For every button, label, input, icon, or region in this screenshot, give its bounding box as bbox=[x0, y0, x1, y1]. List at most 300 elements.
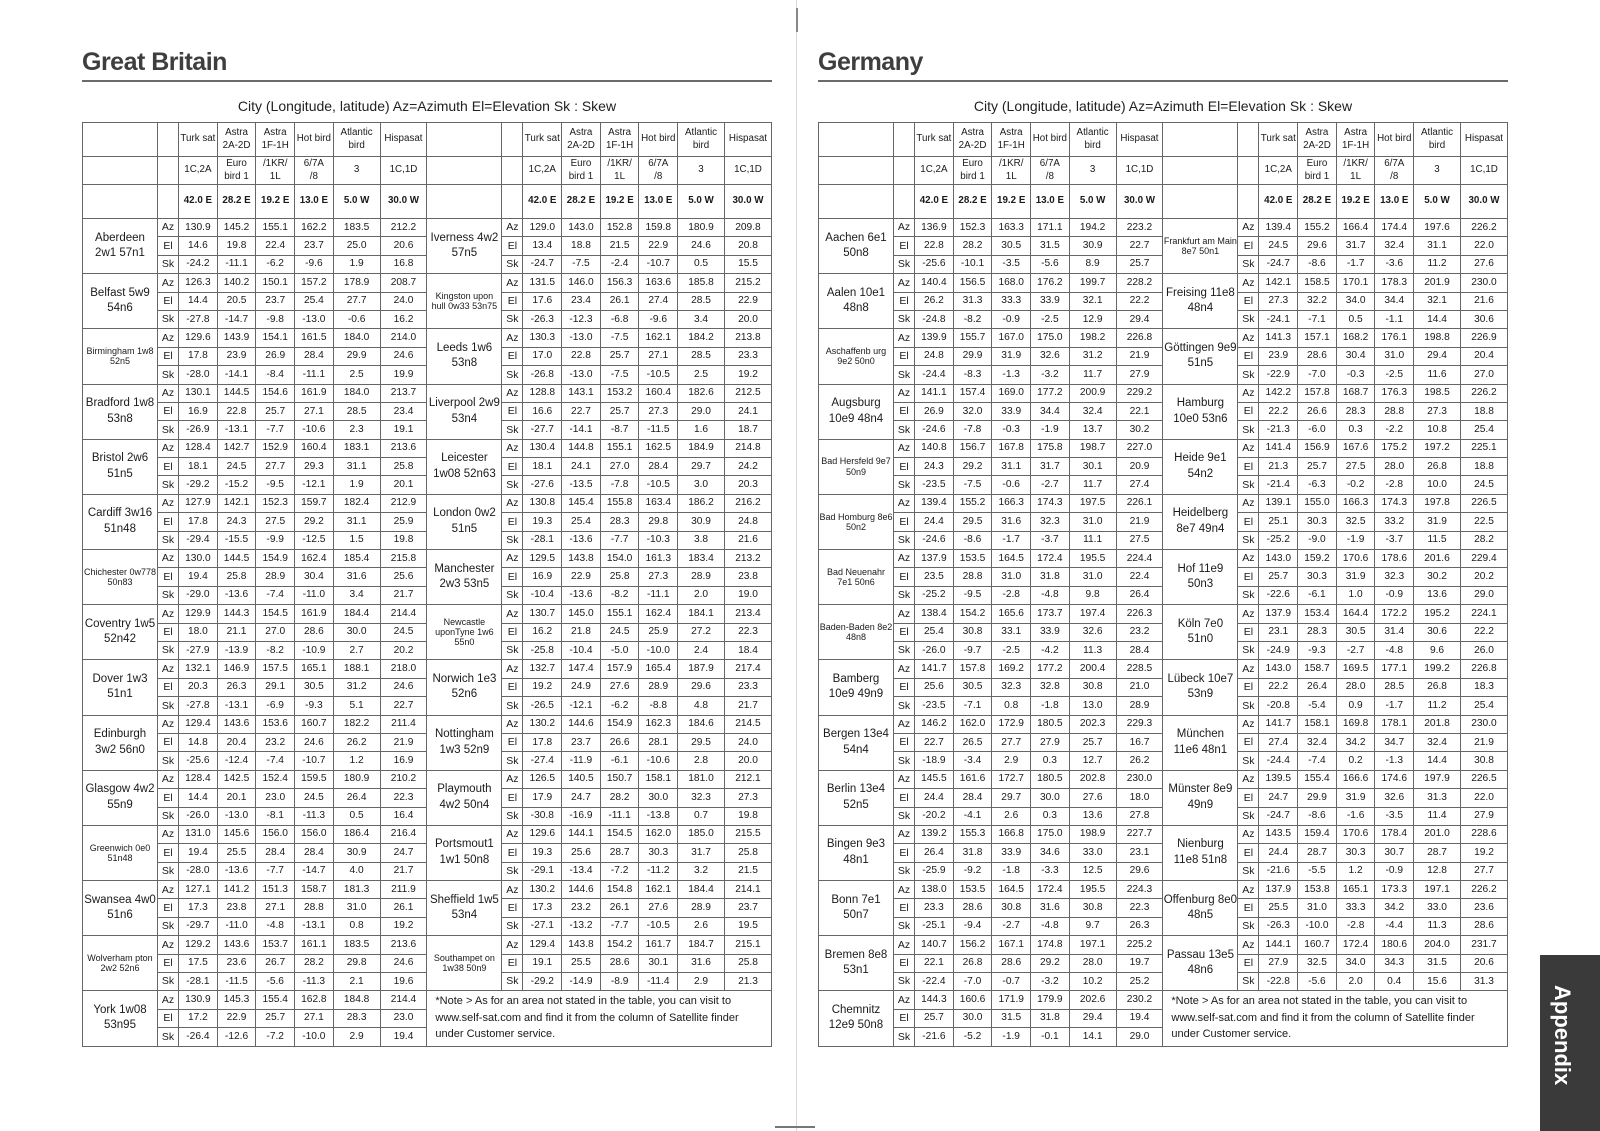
value-cell: 3.0 bbox=[678, 476, 725, 494]
value-cell: 27.9 bbox=[1116, 366, 1163, 384]
value-cell: 28.5 bbox=[333, 402, 380, 420]
value-cell: 140.7 bbox=[915, 936, 954, 954]
value-cell: 160.4 bbox=[295, 439, 334, 457]
value-cell: 185.4 bbox=[333, 550, 380, 568]
satellite-header-cell: 30.0 W bbox=[1460, 185, 1507, 219]
measure-label: Sk bbox=[502, 752, 523, 770]
measure-label: Az bbox=[1238, 274, 1259, 292]
value-cell: 27.2 bbox=[678, 623, 725, 641]
value-cell: -9.6 bbox=[639, 310, 678, 328]
value-cell: -3.5 bbox=[1375, 807, 1414, 825]
value-cell: 186.2 bbox=[678, 494, 725, 512]
value-cell: 228.6 bbox=[1460, 825, 1507, 843]
value-cell: -11.1 bbox=[600, 807, 639, 825]
value-cell: 156.0 bbox=[256, 825, 295, 843]
value-cell: 29.0 bbox=[1116, 1028, 1163, 1046]
value-cell: 169.2 bbox=[992, 660, 1031, 678]
value-cell: 31.7 bbox=[678, 844, 725, 862]
value-cell: 1.9 bbox=[333, 255, 380, 273]
table-row bbox=[819, 219, 1508, 237]
satellite-header-cell: 19.2 E bbox=[256, 185, 295, 219]
value-cell: 32.1 bbox=[1069, 292, 1116, 310]
satellite-model: 6/7A bbox=[1384, 158, 1405, 170]
value-cell: 144.3 bbox=[217, 605, 256, 623]
value-cell: 27.7 bbox=[1460, 862, 1507, 880]
value-cell: 155.4 bbox=[1298, 770, 1337, 788]
city-cell: Belfast 5w9 54n6 bbox=[83, 274, 158, 329]
value-cell: 173.3 bbox=[1375, 881, 1414, 899]
value-cell: 26.1 bbox=[600, 292, 639, 310]
value-cell: -8.9 bbox=[600, 973, 639, 991]
value-cell: 20.2 bbox=[380, 641, 427, 659]
value-cell: -27.8 bbox=[179, 697, 218, 715]
measure-label: Sk bbox=[893, 917, 914, 935]
satellite-header-cell: 28.2 E bbox=[1298, 185, 1337, 219]
header-blank bbox=[502, 123, 523, 157]
value-cell: 31.9 bbox=[1336, 568, 1375, 586]
satellite-header-cell bbox=[1460, 157, 1507, 185]
value-cell: -20.8 bbox=[1259, 697, 1298, 715]
value-cell: 25.8 bbox=[380, 458, 427, 476]
value-cell: 26.4 bbox=[1298, 678, 1337, 696]
satellite-header-cell bbox=[1116, 157, 1163, 185]
measure-label: Az bbox=[893, 329, 914, 347]
value-cell: 126.3 bbox=[179, 274, 218, 292]
value-cell: 32.5 bbox=[1298, 954, 1337, 972]
value-cell: 25.7 bbox=[915, 1009, 954, 1027]
value-cell: 28.9 bbox=[678, 899, 725, 917]
satellite-model: /1KR/ bbox=[262, 158, 288, 170]
value-cell: 22.2 bbox=[1116, 292, 1163, 310]
page-great-britain bbox=[82, 0, 772, 1131]
table-row bbox=[83, 219, 772, 237]
header-blank bbox=[83, 185, 158, 219]
value-cell: -22.4 bbox=[915, 973, 954, 991]
measure-label: Az bbox=[502, 274, 523, 292]
measure-label: Az bbox=[1238, 494, 1259, 512]
measure-label: Az bbox=[502, 825, 523, 843]
value-cell: -2.5 bbox=[992, 641, 1031, 659]
value-cell: 163.3 bbox=[992, 219, 1031, 237]
measure-label: El bbox=[502, 733, 523, 751]
value-cell: 2.0 bbox=[1336, 973, 1375, 991]
value-cell: 24.0 bbox=[380, 292, 427, 310]
table-row bbox=[819, 936, 1508, 954]
value-cell: 18.1 bbox=[179, 458, 218, 476]
value-cell: 21.6 bbox=[724, 531, 771, 549]
value-cell: -2.8 bbox=[1375, 476, 1414, 494]
value-cell: -5.5 bbox=[1298, 862, 1337, 880]
value-cell: 29.3 bbox=[295, 458, 334, 476]
value-cell: 23.0 bbox=[256, 789, 295, 807]
satellite-header-cell bbox=[915, 157, 954, 185]
value-cell: 185.8 bbox=[678, 274, 725, 292]
value-cell: -12.3 bbox=[562, 310, 601, 328]
value-cell: 26.1 bbox=[600, 899, 639, 917]
value-cell: 28.3 bbox=[333, 1009, 380, 1027]
value-cell: -14.9 bbox=[562, 973, 601, 991]
value-cell: 199.7 bbox=[1069, 274, 1116, 292]
measure-label: El bbox=[893, 678, 914, 696]
value-cell: 0.8 bbox=[333, 917, 380, 935]
satellite-header-cell: Astra 1F-1H bbox=[256, 123, 295, 157]
value-cell: 169.5 bbox=[1336, 660, 1375, 678]
value-cell: 2.6 bbox=[678, 917, 725, 935]
value-cell: 8.9 bbox=[1069, 255, 1116, 273]
value-cell: 34.0 bbox=[1336, 954, 1375, 972]
value-cell: 24.7 bbox=[562, 789, 601, 807]
value-cell: 19.5 bbox=[724, 917, 771, 935]
value-cell: -12.1 bbox=[562, 697, 601, 715]
value-cell: 27.7 bbox=[992, 733, 1031, 751]
header-blank bbox=[1238, 123, 1259, 157]
value-cell: 18.7 bbox=[724, 421, 771, 439]
value-cell: -4.8 bbox=[1375, 641, 1414, 659]
satellite-header-cell: 5.0 W bbox=[678, 185, 725, 219]
measure-label: Sk bbox=[502, 973, 523, 991]
value-cell: 129.9 bbox=[179, 605, 218, 623]
value-cell: 19.4 bbox=[380, 1028, 427, 1046]
value-cell: 2.6 bbox=[992, 807, 1031, 825]
value-cell: 213.7 bbox=[380, 384, 427, 402]
value-cell: 30.9 bbox=[333, 844, 380, 862]
value-cell: 24.3 bbox=[915, 458, 954, 476]
value-cell: 22.4 bbox=[256, 237, 295, 255]
value-cell: 143.8 bbox=[562, 550, 601, 568]
value-cell: -27.9 bbox=[179, 641, 218, 659]
satellite-header-cell: 28.2 E bbox=[217, 185, 256, 219]
value-cell: 26.0 bbox=[1460, 641, 1507, 659]
value-cell: 175.8 bbox=[1031, 439, 1070, 457]
value-cell: 154.5 bbox=[600, 825, 639, 843]
satellite-model-sub: 1C,2A bbox=[528, 164, 556, 176]
city-cell: Bradford 1w8 53n8 bbox=[83, 384, 158, 439]
table-row bbox=[83, 550, 772, 568]
value-cell: -13.9 bbox=[217, 641, 256, 659]
value-cell: 30.0 bbox=[333, 623, 380, 641]
value-cell: 13.7 bbox=[1069, 421, 1116, 439]
value-cell: 25.5 bbox=[217, 844, 256, 862]
measure-label: El bbox=[893, 789, 914, 807]
measure-label: Sk bbox=[157, 476, 178, 494]
value-cell: 15.5 bbox=[724, 255, 771, 273]
table-row bbox=[819, 494, 1508, 512]
value-cell: -8.8 bbox=[639, 697, 678, 715]
value-cell: 19.0 bbox=[724, 586, 771, 604]
header-blank bbox=[893, 123, 914, 157]
measure-label: Sk bbox=[502, 531, 523, 549]
value-cell: 30.2 bbox=[1414, 568, 1461, 586]
value-cell: 141.2 bbox=[217, 881, 256, 899]
city-cell: Aachen 6e1 50n8 bbox=[819, 219, 894, 274]
value-cell: 128.8 bbox=[523, 384, 562, 402]
measure-label: Az bbox=[893, 219, 914, 237]
value-cell: 29.7 bbox=[992, 789, 1031, 807]
value-cell: 162.0 bbox=[953, 715, 992, 733]
value-cell: -0.9 bbox=[992, 310, 1031, 328]
value-cell: 26.3 bbox=[1116, 917, 1163, 935]
header-row bbox=[83, 157, 772, 185]
measure-label: El bbox=[1238, 237, 1259, 255]
value-cell: 31.0 bbox=[1069, 513, 1116, 531]
value-cell: 24.8 bbox=[724, 513, 771, 531]
measure-label: El bbox=[157, 1009, 178, 1027]
satellite-header-cell: Astra 1F-1H bbox=[600, 123, 639, 157]
satellite-model-sub: 1L bbox=[1350, 170, 1362, 182]
value-cell: 202.6 bbox=[1069, 991, 1116, 1009]
value-cell: 26.5 bbox=[953, 733, 992, 751]
value-cell: 146.2 bbox=[915, 715, 954, 733]
value-cell: 167.1 bbox=[992, 936, 1031, 954]
value-cell: 24.5 bbox=[217, 458, 256, 476]
value-cell: 178.3 bbox=[1375, 274, 1414, 292]
value-cell: 33.9 bbox=[1031, 292, 1070, 310]
value-cell: 22.3 bbox=[724, 623, 771, 641]
value-cell: 209.8 bbox=[724, 219, 771, 237]
value-cell: 29.5 bbox=[678, 733, 725, 751]
value-cell: 32.2 bbox=[1298, 292, 1337, 310]
value-cell: 23.7 bbox=[256, 292, 295, 310]
value-cell: 22.7 bbox=[562, 402, 601, 420]
value-cell: 152.8 bbox=[600, 219, 639, 237]
value-cell: -6.1 bbox=[1298, 586, 1337, 604]
city-cell: Liverpool 2w9 53n4 bbox=[427, 384, 502, 439]
measure-label: Sk bbox=[1238, 476, 1259, 494]
value-cell: 24.2 bbox=[724, 458, 771, 476]
measure-label: Az bbox=[157, 494, 178, 512]
value-cell: 12.7 bbox=[1069, 752, 1116, 770]
value-cell: -28.1 bbox=[523, 531, 562, 549]
measure-label: Sk bbox=[157, 1028, 178, 1046]
page-title: Great Britain bbox=[82, 48, 227, 76]
measure-label: Az bbox=[502, 605, 523, 623]
value-cell: 28.6 bbox=[1298, 347, 1337, 365]
value-cell: 31.5 bbox=[1031, 237, 1070, 255]
value-cell: 145.4 bbox=[562, 494, 601, 512]
city-cell: Dover 1w3 51n1 bbox=[83, 660, 158, 715]
measure-label: El bbox=[502, 237, 523, 255]
value-cell: -21.6 bbox=[1259, 862, 1298, 880]
value-cell: 198.2 bbox=[1069, 329, 1116, 347]
city-cell: Southampet on 1w38 50n9 bbox=[427, 936, 502, 991]
value-cell: -26.3 bbox=[523, 310, 562, 328]
value-cell: 20.8 bbox=[724, 237, 771, 255]
value-cell: 130.9 bbox=[179, 219, 218, 237]
value-cell: 225.2 bbox=[1116, 936, 1163, 954]
satellite-header-cell bbox=[523, 157, 562, 185]
measure-label: El bbox=[1238, 678, 1259, 696]
value-cell: -5.6 bbox=[1298, 973, 1337, 991]
measure-label: El bbox=[502, 623, 523, 641]
value-cell: 180.9 bbox=[333, 770, 380, 788]
value-cell: 0.5 bbox=[1336, 310, 1375, 328]
value-cell: 14.8 bbox=[179, 733, 218, 751]
measure-label: Sk bbox=[893, 421, 914, 439]
measure-label: El bbox=[157, 402, 178, 420]
value-cell: 19.7 bbox=[1116, 954, 1163, 972]
measure-label: El bbox=[1238, 623, 1259, 641]
value-cell: 31.8 bbox=[953, 844, 992, 862]
city-cell: Frankfurt am Main 8e7 50n1 bbox=[1163, 219, 1238, 274]
value-cell: -12.4 bbox=[217, 752, 256, 770]
value-cell: 160.6 bbox=[953, 991, 992, 1009]
value-cell: -11.9 bbox=[562, 752, 601, 770]
value-cell: -3.7 bbox=[1031, 531, 1070, 549]
value-cell: 154.6 bbox=[256, 384, 295, 402]
value-cell: -12.6 bbox=[217, 1028, 256, 1046]
value-cell: 128.4 bbox=[179, 439, 218, 457]
value-cell: -2.2 bbox=[1375, 421, 1414, 439]
measure-label: El bbox=[1238, 458, 1259, 476]
value-cell: -9.9 bbox=[256, 531, 295, 549]
value-cell: 159.2 bbox=[1298, 550, 1337, 568]
value-cell: 23.3 bbox=[915, 899, 954, 917]
satellite-model-sub: /8 bbox=[1390, 170, 1399, 182]
value-cell: 25.2 bbox=[1116, 973, 1163, 991]
value-cell: 197.1 bbox=[1414, 881, 1461, 899]
value-cell: 159.7 bbox=[295, 494, 334, 512]
value-cell: -4.8 bbox=[256, 917, 295, 935]
value-cell: 23.2 bbox=[562, 899, 601, 917]
value-cell: 34.4 bbox=[1031, 402, 1070, 420]
value-cell: 27.1 bbox=[295, 402, 334, 420]
value-cell: 19.8 bbox=[217, 237, 256, 255]
value-cell: 170.6 bbox=[1336, 550, 1375, 568]
value-cell: -0.6 bbox=[333, 310, 380, 328]
value-cell: 178.6 bbox=[1375, 550, 1414, 568]
city-cell: Glasgow 4w2 55n9 bbox=[83, 770, 158, 825]
value-cell: 22.8 bbox=[562, 347, 601, 365]
value-cell: 208.7 bbox=[380, 274, 427, 292]
city-cell: Bonn 7e1 50n7 bbox=[819, 881, 894, 936]
value-cell: 140.8 bbox=[915, 439, 954, 457]
value-cell: 31.3 bbox=[1414, 789, 1461, 807]
table-row bbox=[83, 825, 772, 843]
measure-label: Az bbox=[502, 384, 523, 402]
value-cell: 28.6 bbox=[600, 954, 639, 972]
value-cell: 16.4 bbox=[380, 807, 427, 825]
value-cell: -5.6 bbox=[256, 973, 295, 991]
value-cell: -5.0 bbox=[600, 641, 639, 659]
value-cell: 24.7 bbox=[380, 844, 427, 862]
satellite-model: Euro bbox=[570, 158, 592, 170]
value-cell: 4.0 bbox=[333, 862, 380, 880]
value-cell: 211.4 bbox=[380, 715, 427, 733]
value-cell: 167.6 bbox=[1336, 439, 1375, 457]
value-cell: 18.0 bbox=[1116, 789, 1163, 807]
satellite-model: 1C,1D bbox=[389, 164, 418, 176]
value-cell: -10.6 bbox=[295, 421, 334, 439]
value-cell: 20.1 bbox=[380, 476, 427, 494]
value-cell: 226.2 bbox=[1460, 881, 1507, 899]
value-cell: 28.0 bbox=[1375, 458, 1414, 476]
value-cell: 145.3 bbox=[217, 991, 256, 1009]
value-cell: 11.4 bbox=[1414, 807, 1461, 825]
value-cell: 27.0 bbox=[256, 623, 295, 641]
value-cell: 197.5 bbox=[1069, 494, 1116, 512]
measure-label: Az bbox=[893, 936, 914, 954]
value-cell: 21.8 bbox=[562, 623, 601, 641]
value-cell: -24.7 bbox=[1259, 255, 1298, 273]
value-cell: 24.6 bbox=[678, 237, 725, 255]
value-cell: 20.1 bbox=[217, 789, 256, 807]
value-cell: 151.3 bbox=[256, 881, 295, 899]
value-cell: -7.4 bbox=[1298, 752, 1337, 770]
value-cell: 30.3 bbox=[1298, 568, 1337, 586]
value-cell: 18.1 bbox=[523, 458, 562, 476]
satellite-table bbox=[82, 122, 772, 1047]
measure-label: Az bbox=[1238, 219, 1259, 237]
measure-label: El bbox=[893, 237, 914, 255]
table-caption: City (Longitude, latitude) Az=Azimuth El=Elevation Sk : Skew bbox=[973, 98, 1353, 114]
satellite-header-cell bbox=[600, 157, 639, 185]
city-cell: Iverness 4w2 57n5 bbox=[427, 219, 502, 274]
value-cell: 29.0 bbox=[1460, 586, 1507, 604]
table-row bbox=[83, 660, 772, 678]
value-cell: 25.6 bbox=[915, 678, 954, 696]
value-cell: 24.4 bbox=[915, 513, 954, 531]
header-blank bbox=[893, 157, 914, 185]
satellite-model-sub: 1L bbox=[1005, 170, 1017, 182]
satellite-model-sub: bird 1 bbox=[224, 170, 249, 182]
value-cell: -7.0 bbox=[1298, 366, 1337, 384]
value-cell: -27.8 bbox=[179, 310, 218, 328]
city-cell: Bamberg 10e9 49n9 bbox=[819, 660, 894, 715]
satellite-header-cell: Hispasat bbox=[380, 123, 427, 157]
value-cell: 26.2 bbox=[1116, 752, 1163, 770]
value-cell: 28.0 bbox=[1069, 954, 1116, 972]
value-cell: 24.6 bbox=[380, 954, 427, 972]
value-cell: 143.0 bbox=[1259, 660, 1298, 678]
value-cell: 142.1 bbox=[217, 494, 256, 512]
satellite-header-cell: 5.0 W bbox=[1414, 185, 1461, 219]
value-cell: 140.2 bbox=[217, 274, 256, 292]
value-cell: 157.8 bbox=[953, 660, 992, 678]
measure-label: El bbox=[502, 347, 523, 365]
satellite-header-cell bbox=[1375, 157, 1414, 185]
value-cell: 20.0 bbox=[724, 752, 771, 770]
value-cell: 2.5 bbox=[333, 366, 380, 384]
value-cell: 32.6 bbox=[1375, 789, 1414, 807]
city-cell: Berlin 13e4 52n5 bbox=[819, 770, 894, 825]
value-cell: 215.5 bbox=[724, 825, 771, 843]
satellite-header-cell bbox=[1336, 157, 1375, 185]
value-cell: 23.7 bbox=[562, 733, 601, 751]
value-cell: 156.0 bbox=[295, 825, 334, 843]
value-cell: 31.4 bbox=[1375, 623, 1414, 641]
city-cell: Playmouth 4w2 50n4 bbox=[427, 770, 502, 825]
value-cell: 25.4 bbox=[1460, 421, 1507, 439]
value-cell: 131.5 bbox=[523, 274, 562, 292]
value-cell: -3.4 bbox=[953, 752, 992, 770]
value-cell: -7.5 bbox=[600, 329, 639, 347]
value-cell: 159.5 bbox=[295, 770, 334, 788]
measure-label: Sk bbox=[157, 310, 178, 328]
value-cell: 2.0 bbox=[678, 586, 725, 604]
value-cell: 165.4 bbox=[639, 660, 678, 678]
value-cell: 31.9 bbox=[992, 347, 1031, 365]
value-cell: 2.9 bbox=[678, 973, 725, 991]
value-cell: 143.1 bbox=[562, 384, 601, 402]
value-cell: 137.9 bbox=[1259, 881, 1298, 899]
value-cell: 27.3 bbox=[1259, 292, 1298, 310]
measure-label: Sk bbox=[502, 862, 523, 880]
value-cell: 32.1 bbox=[1414, 292, 1461, 310]
value-cell: -8.7 bbox=[600, 421, 639, 439]
measure-label: El bbox=[157, 292, 178, 310]
measure-label: Sk bbox=[1238, 807, 1259, 825]
measure-label: Sk bbox=[893, 586, 914, 604]
